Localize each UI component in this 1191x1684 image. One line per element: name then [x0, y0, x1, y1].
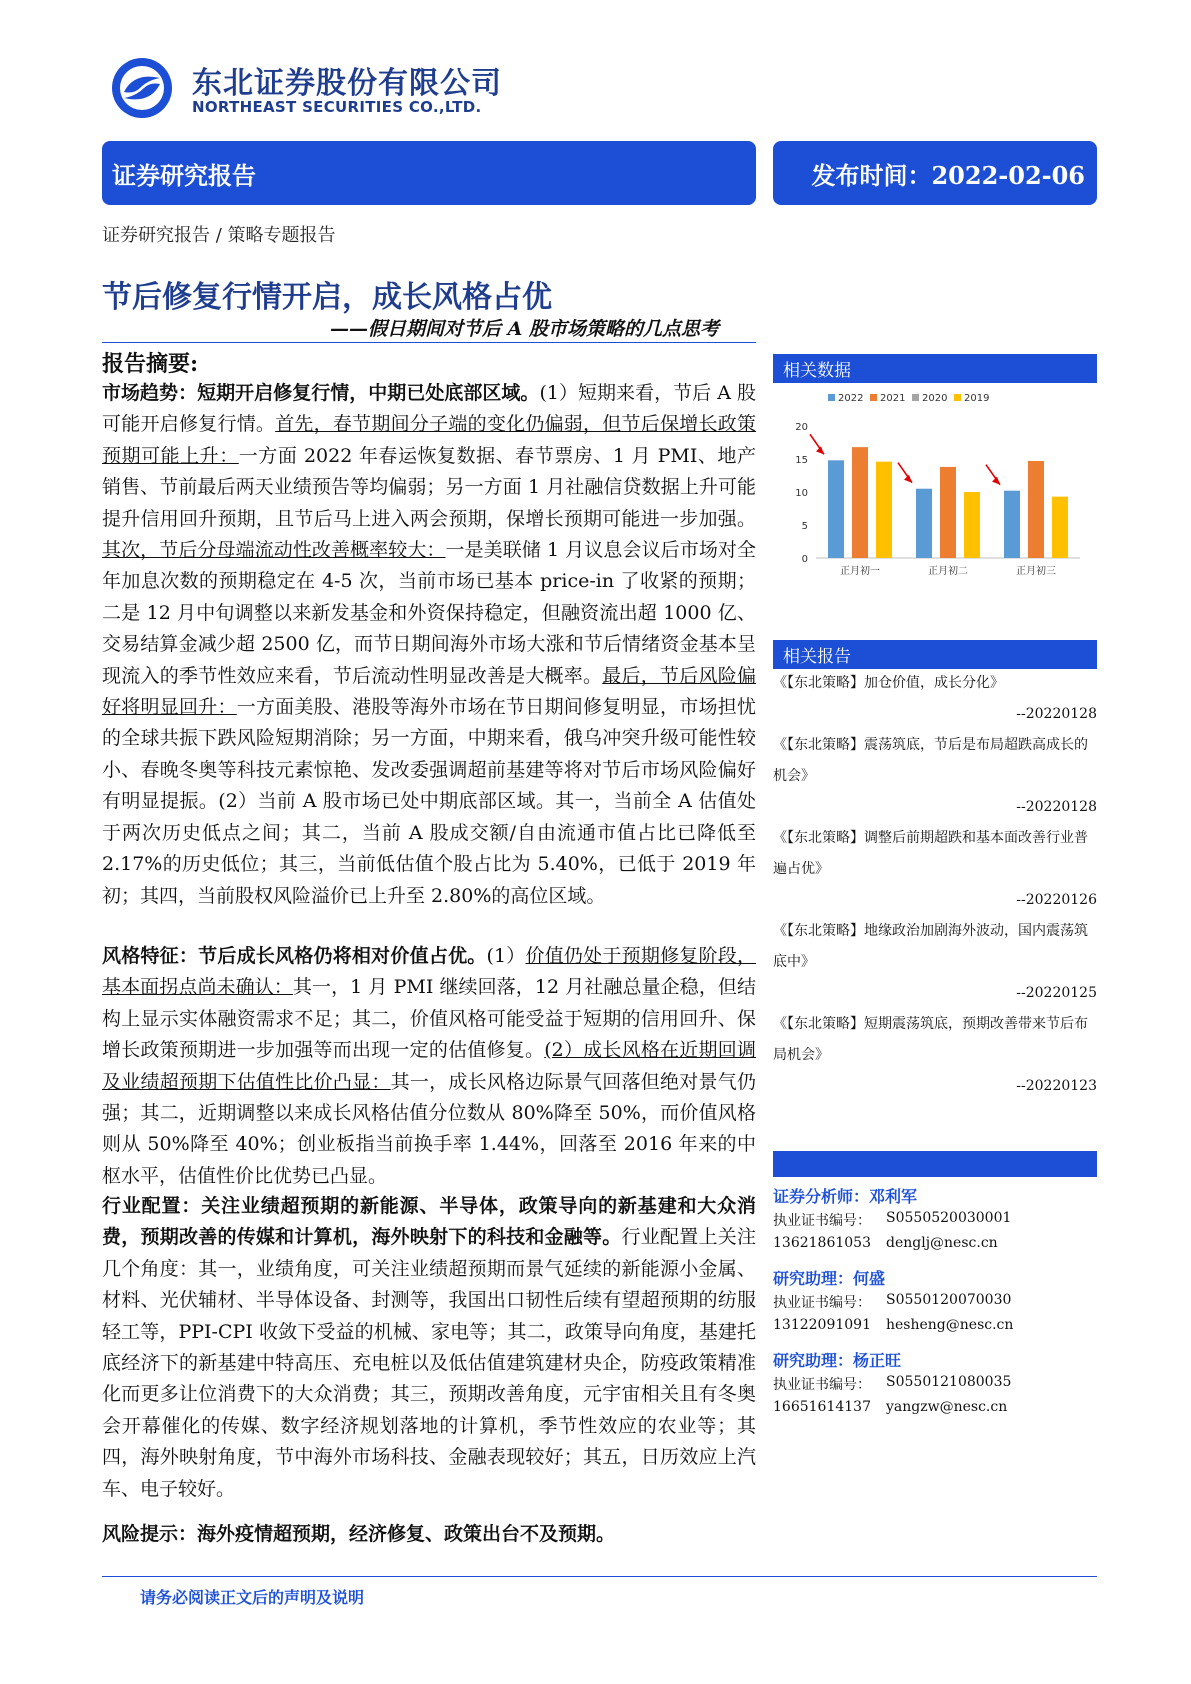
market-underline-3: 最后，节后风险偏好将明显回升： [102, 664, 756, 719]
y-tick-label: 20 [795, 422, 808, 433]
bar-2022 [828, 460, 844, 558]
annotation-arrow-head [904, 475, 912, 483]
x-tick-label: 正月初三 [1016, 566, 1056, 577]
risk-warning: 风险提示：海外疫情超预期，经济修复、政策出台不及预期。 [102, 1523, 616, 1545]
style-feature-paragraph [102, 941, 756, 1192]
style-feature-lead: 风格特征：节后成长风格仍将相对价值占优。 [102, 945, 487, 967]
analyst-cert-row [773, 1210, 1097, 1235]
analyst-cert-number: S0550520030001 [886, 1210, 1012, 1226]
y-tick-label: 0 [801, 554, 808, 565]
industry-allocation-lead: 行业配置：关注业绩超预期的新能源、半导体，政策导向的新基建和大众消费，预期改善的传媒和计算机，海外映射下的科技和金融等。 [102, 1195, 756, 1249]
related-report-item[interactable] [773, 730, 1097, 823]
related-report-item[interactable] [773, 1009, 1097, 1102]
annotation-arrow-head [816, 446, 824, 454]
y-tick-label: 10 [795, 488, 808, 499]
market-underline-2: 其次，节后分母端流动性改善概率较大： [102, 539, 446, 562]
analyst-name: 研究助理：何盛 [773, 1269, 886, 1288]
analyst-phone: 13122091091 [773, 1317, 871, 1333]
related-reports-list [773, 668, 1097, 1102]
related-report-title[interactable]: 《【东北策略】震荡筑底，节后是布局超跌高成长的机会》 [773, 737, 1088, 784]
footer-divider [102, 1576, 1097, 1577]
related-report-item[interactable] [773, 916, 1097, 1009]
company-name-en: NORTHEAST SECURITIES CO.,LTD. [192, 98, 482, 116]
x-tick-label: 正月初二 [928, 566, 968, 577]
style-underline-2: (2）成长风格在近期回调及业绩超预期下估值性比价凸显： [102, 1039, 756, 1093]
related-report-date: --20220128 [1016, 706, 1097, 722]
analyst-cert-number: S0550120070030 [886, 1292, 1012, 1308]
market-text-3: 一是美联储 1 月议息会议后市场对全年加息次数的预期稳定在 4-5 次，当前市场已基本 price-in 了收紧的预期；二是 12 月中旬调整以来新发基金和外资保持稳定，但融资流出超 1000 亿、交易结算金减少超 2500 亿，而节日期间海外市场大涨和节后情绪资金基本呈现流入的季节性效应来看，节后流动性明显改善是大概率。 [102, 539, 756, 687]
style-underline-1: 价值仍处于预期修复阶段，基本面拐点尚未确认： [102, 945, 756, 999]
bar-2021 [852, 447, 868, 558]
related-report-title[interactable]: 《【东北策略】加仓价值，成长分化》 [773, 675, 1004, 691]
bar-2019 [964, 492, 980, 558]
legend-swatch [954, 394, 961, 401]
subtitle-divider [102, 342, 756, 343]
analyst-cert-label: 执业证书编号： [773, 1213, 871, 1229]
related-reports-heading [773, 640, 1097, 669]
analyst-block [773, 1348, 1097, 1424]
market-text-2: 一方面 2022 年春运恢复数据、春节票房、1 月 PMI、地产销售、节前最后两天业绩预告等均偏弱；另一方面 1 月社融信贷数据上升可能提升信用回升预期，且节后马上进入两会预期，保增长预期可能进一步加强。 [102, 444, 756, 530]
analyst-block [773, 1184, 1097, 1260]
legend-swatch [912, 394, 919, 401]
publish-date-label: 发布时间：2022-02-06 [811, 160, 1085, 190]
analyst-section-bar [773, 1151, 1097, 1177]
analyst-contact-row [773, 1235, 1097, 1260]
legend-swatch [870, 394, 877, 401]
legend-label: 2019 [964, 393, 990, 404]
abstract-heading: 报告摘要: [102, 351, 199, 377]
industry-allocation-paragraph [102, 1191, 756, 1505]
analyst-cert-row [773, 1374, 1097, 1399]
breadcrumb: 证券研究报告 / 策略专题报告 [102, 225, 336, 246]
footer-disclaimer[interactable]: 请务必阅读正文后的声明及说明 [140, 1588, 365, 1607]
related-reports-heading-label: 相关报告 [783, 647, 851, 667]
bar-2021 [1028, 461, 1044, 558]
bar-2019 [876, 462, 892, 558]
page-title: 节后修复行情开启，成长风格占优 [102, 280, 552, 315]
analyst-phone: 13621861053 [773, 1235, 871, 1251]
annotation-arrow-head [992, 477, 1000, 485]
market-text-1: (1）短期来看，节后 A 股可能开启修复行情。 [102, 382, 756, 436]
analyst-contact-row [773, 1317, 1097, 1342]
related-report-item[interactable] [773, 823, 1097, 916]
related-data-heading [773, 354, 1097, 383]
related-report-date: --20220123 [1016, 1078, 1097, 1094]
analyst-cert-row [773, 1292, 1097, 1317]
x-tick-label: 正月初一 [840, 566, 880, 577]
style-text-1: (1） [486, 945, 526, 967]
y-tick-label: 15 [795, 455, 808, 466]
bar-2019 [1052, 497, 1068, 558]
market-underline-1: 首先，春节期间分子端的变化仍偏弱，但节后保增长政策预期可能上升： [102, 413, 756, 467]
related-report-title[interactable]: 《【东北策略】调整后前期超跌和基本面改善行业普遍占优》 [773, 830, 1088, 877]
related-report-item[interactable] [773, 668, 1097, 730]
legend-swatch [828, 394, 835, 401]
report-type-label: 证券研究报告 [112, 160, 256, 190]
company-logo-icon [104, 56, 180, 120]
style-text-2: 其一，1 月 PMI 继续回落，12 月社融总量企稳，但结构上显示实体融资需求不足；其二，价值风格可能受益于短期的信用回升、保增长政策预期进一步加强等而出现一定的估值修复。 [102, 976, 756, 1062]
industry-text-1: 行业配置上关注几个角度：其一，业绩角度，可关注业绩超预期而景气延续的新能源小金属、材料、光伏辅材、半导体设备、封测等，我国出口韧性后续有望超预期的纺服轻工等，PPI-CPI 收敛下受益的机械、家电等；其二，政策导向角度，基建托底经济下的新基建中特高压、充电桩以及低估值建筑建材央企，防疫政策精准化而更多让位消费下的大众消费；其三，预期改善角度，元宇宙相关且有冬奥会开幕催化的传媒、数字经济规划落地的计算机，季节性效应的农业等；其四，海外映射角度，节中海外市场科技、金融表现较好；其五，日历效应上汽车、电子较好。 [102, 1226, 756, 1500]
analyst-block [773, 1266, 1097, 1342]
analyst-cert-number: S0550121080035 [886, 1374, 1012, 1390]
analyst-cert-label: 执业证书编号： [773, 1377, 871, 1393]
analyst-email[interactable]: hesheng@nesc.cn [886, 1317, 1014, 1333]
analyst-email[interactable]: yangzw@nesc.cn [886, 1399, 1008, 1415]
analyst-name: 证券分析师：邓利军 [773, 1187, 918, 1206]
bar-chart [780, 388, 1096, 600]
market-trend-lead: 市场趋势：短期开启修复行情，中期已处底部区域。 [102, 382, 540, 404]
analyst-phone: 16651614137 [773, 1399, 871, 1415]
market-trend-paragraph [102, 378, 756, 912]
related-report-date: --20220128 [1016, 799, 1097, 815]
legend-label: 2020 [922, 393, 948, 404]
bar-2021 [940, 467, 956, 558]
analyst-name: 研究助理：杨正旺 [773, 1351, 902, 1370]
page-subtitle: ——假日期间对节后 A 股市场策略的几点思考 [330, 318, 719, 340]
legend-label: 2021 [880, 393, 906, 404]
related-report-title[interactable]: 《【东北策略】地缘政治加剧海外波动，国内震荡筑底中》 [773, 923, 1088, 970]
bar-2022 [916, 489, 932, 558]
bar-2022 [1004, 491, 1020, 558]
analyst-email[interactable]: denglj@nesc.cn [886, 1235, 998, 1251]
related-report-date: --20220125 [1016, 985, 1097, 1001]
analyst-contact-row [773, 1399, 1097, 1424]
report-type-banner [102, 141, 756, 205]
related-report-title[interactable]: 《【东北策略】短期震荡筑底，预期改善带来节后布局机会》 [773, 1016, 1088, 1063]
related-data-heading-label: 相关数据 [783, 361, 851, 381]
company-name-cn: 东北证券股份有限公司 [192, 66, 502, 101]
style-text-3: 其一，成长风格边际景气回落但绝对景气仍强；其二，近期调整以来成长风格估值分位数从 80%降至 50%，而价值风格则从 50%降至 40%；创业板指当前换手率 1.44%，回落至 2016 年来的中枢水平，估值性价比优势已凸显。 [102, 1070, 756, 1187]
related-report-date: --20220126 [1016, 892, 1097, 908]
y-tick-label: 5 [801, 521, 808, 532]
legend-label: 2022 [838, 393, 864, 404]
market-text-4: 一方面美股、港股等海外市场在节日期间修复明显，市场担忧的全球共振下跌风险短期消除；另一方面，中期来看，俄乌冲突升级可能性较小、春晚冬奥等科技元素惊艳、发改委强调超前基建等将对节后市场风险偏好有明显提振。(2）当前 A 股市场已处中期底部区域。其一，当前全 A 估值处于两次历史低点之间；其二，当前 A 股成交额/自由流通市值占比已降低至 2.17%的历史低位；其三，当前低估值个股占比为 5.40%，已低于 2019 年初；其四，当前股权风险溢价已上升至 2.80%的高位区域。 [102, 696, 756, 907]
publish-date-banner [773, 141, 1097, 205]
analyst-cert-label: 执业证书编号： [773, 1295, 871, 1311]
